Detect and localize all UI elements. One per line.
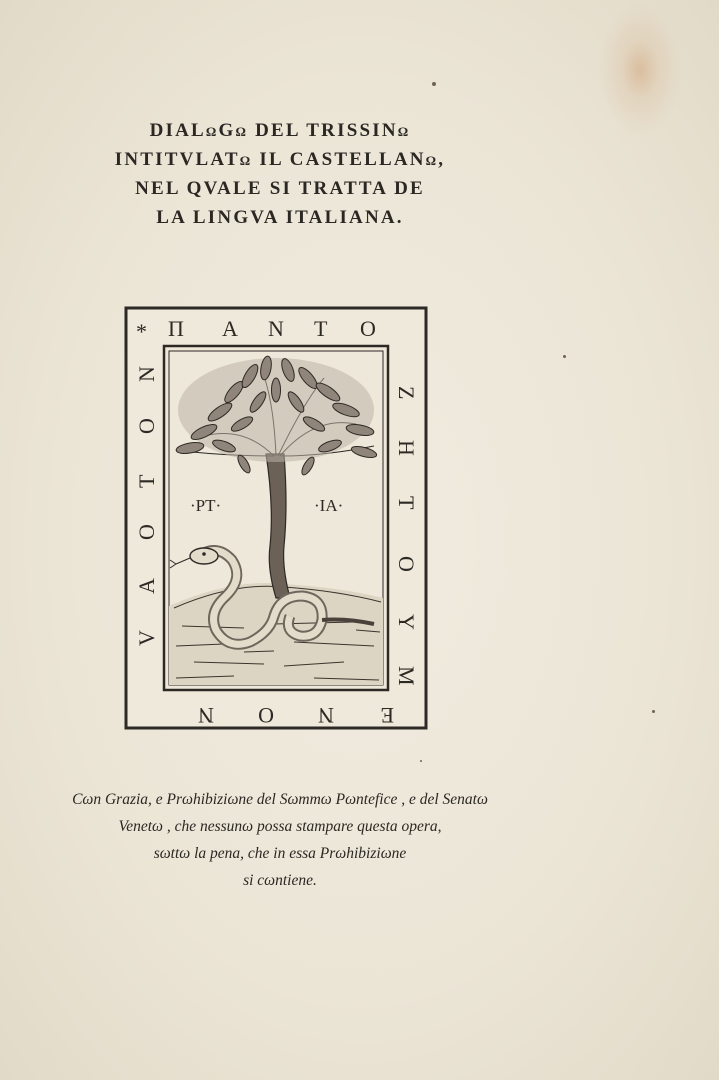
border-letter: N: [268, 316, 284, 341]
border-letter: O: [134, 524, 159, 540]
woodcut-illustration: [124, 306, 428, 730]
banner-text-right: ·IA·: [314, 496, 344, 515]
border-star: *: [136, 319, 147, 344]
banner-text-left: ·PT·: [190, 496, 222, 515]
title-block: [60, 116, 500, 232]
border-letter: T: [394, 496, 419, 510]
border-letter: Z: [394, 386, 419, 400]
paper-speck: [432, 82, 436, 86]
paper-speck: [563, 355, 566, 358]
title-line: DIALωGω DEL TRISSINω: [149, 120, 411, 141]
border-letter: M: [394, 666, 419, 686]
border-letter: O: [258, 703, 274, 728]
border-letter: T: [134, 474, 159, 488]
paper-speck: [420, 760, 422, 762]
border-letter: O: [134, 418, 159, 434]
title-line: INTITVLATω IL CASTELLANω,: [114, 149, 446, 170]
imprint-line: Cωn Grazia, e Prωhibiziωne del Sωmmω Pωntefice , e del Senatω: [72, 791, 488, 808]
border-letter: A: [134, 578, 159, 594]
border-letter: N: [198, 703, 214, 728]
printers-device-woodcut: [124, 306, 428, 730]
title-line: NEL QVALE SI TRATTA DE: [135, 178, 425, 199]
border-letter: H: [394, 440, 419, 456]
border-letter: T: [314, 316, 328, 341]
border-letter: N: [134, 366, 159, 382]
paper-speck: [652, 710, 655, 713]
imprint-line: Venetω , che nessunω possa stampare questa opera,: [118, 818, 442, 835]
imprint-line: si cωntiene.: [243, 872, 317, 889]
border-letter: Y: [394, 614, 419, 630]
border-letter: N: [318, 703, 334, 728]
imprint-line: sωttω la pena, che in essa Prωhibiziωne: [153, 845, 407, 862]
border-letter: V: [134, 630, 159, 646]
border-letter: O: [360, 316, 376, 341]
border-letter: Π: [168, 316, 184, 341]
border-letter: O: [394, 556, 419, 572]
title-line: LA LINGVA ITALIANA.: [156, 207, 404, 228]
border-letter: A: [222, 316, 238, 341]
imprint-block: [60, 786, 500, 894]
border-letter: E: [380, 703, 394, 728]
